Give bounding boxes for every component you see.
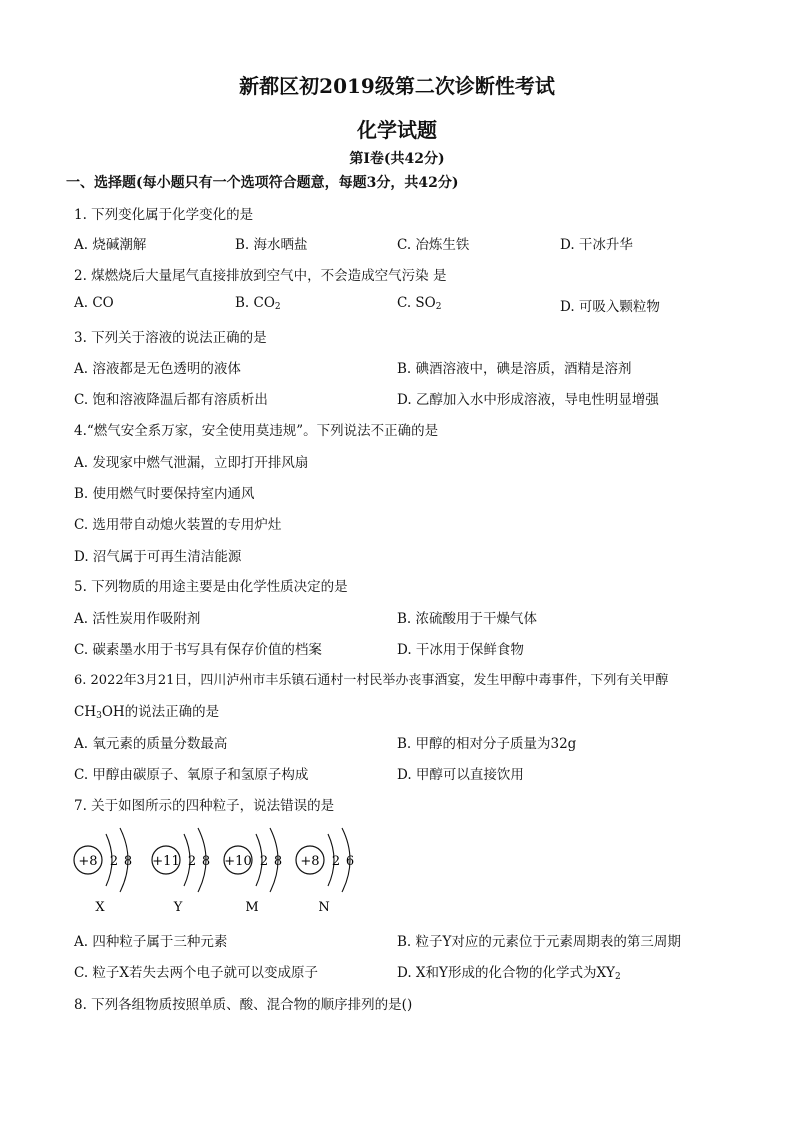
question-2-stem: 2. 煤燃烧后大量尾气直接排放到空气中，不会造成空气污染 是 <box>74 268 447 284</box>
particle-n <box>296 828 354 915</box>
q3-option-b: B. 碘酒溶液中，碘是溶质，酒精是溶剂 <box>397 361 632 377</box>
particle-x-nucleus: +8 <box>78 854 98 869</box>
q3-option-c: C. 饱和溶液降温后都有溶质析出 <box>74 392 268 408</box>
particle-x-shell-1: 2 <box>109 854 119 869</box>
particle-n-label: N <box>318 900 330 915</box>
particle-m-shell-1: 2 <box>259 854 269 869</box>
question-1-stem: 1. 下列变化属于化学变化的是 <box>74 207 254 223</box>
q6-option-d: D. 甲醇可以直接饮用 <box>397 767 524 783</box>
q2-option-d: D. 可吸入颗粒物 <box>560 299 660 315</box>
q3-option-d: D. 乙醇加入水中形成溶液，导电性明显增强 <box>397 392 659 408</box>
particle-y-label: Y <box>173 900 183 915</box>
q6-option-c: C. 甲醇由碳原子、氧原子和氢原子构成 <box>74 767 309 783</box>
q7-option-c: C. 粒子X若失去两个电子就可以变成原子 <box>74 965 319 981</box>
particle-m <box>224 828 282 915</box>
q5-option-d: D. 干冰用于保鲜食物 <box>397 642 524 658</box>
q1-option-b: B. 海水晒盐 <box>235 237 308 253</box>
q4-option-c: C. 选用带自动熄火装置的专用炉灶 <box>74 517 282 533</box>
q2-option-a: A. CO <box>74 295 114 311</box>
part-heading: 第Ⅰ卷(共42分) <box>349 151 445 167</box>
particle-x <box>74 828 132 915</box>
q4-option-d: D. 沼气属于可再生清洁能源 <box>74 549 242 565</box>
particle-m-nucleus: +10 <box>224 854 252 869</box>
question-8-stem: 8. 下列各组物质按照单质、酸、混合物的顺序排列的是() <box>74 997 413 1013</box>
question-3-stem: 3. 下列关于溶液的说法正确的是 <box>74 330 267 346</box>
q5-option-c: C. 碳素墨水用于书写具有保存价值的档案 <box>74 642 322 658</box>
q3-option-a: A. 溶液都是无色透明的液体 <box>74 361 241 377</box>
particle-y-shell-2: 8 <box>201 854 211 869</box>
q6-option-b: B. 甲醇的相对分子质量为32g <box>397 736 577 752</box>
particle-y <box>152 828 210 915</box>
particle-y-nucleus: +11 <box>152 854 180 869</box>
particle-x-shell-2: 8 <box>123 854 133 869</box>
question-7-stem: 7. 关于如图所示的四种粒子，说法错误的是 <box>74 798 335 814</box>
particle-x-label: X <box>95 900 105 915</box>
atom-structure-diagram <box>66 822 366 917</box>
question-5-stem: 5. 下列物质的用途主要是由化学性质决定的是 <box>74 579 348 595</box>
particle-n-shell-2: 6 <box>345 854 355 869</box>
particle-n-nucleus: +8 <box>300 854 320 869</box>
q1-option-c: C. 冶炼生铁 <box>397 237 470 253</box>
q6-option-a: A. 氧元素的质量分数最高 <box>74 736 228 752</box>
q5-option-a: A. 活性炭用作吸附剂 <box>74 611 201 627</box>
question-6-stem-line2: $CH_3OH$的说法正确的是 <box>74 704 220 721</box>
question-6-stem: 6. 2022年3月21日，四川泸州市丰乐镇石通村一村民举办丧事酒宴，发生甲醇中毒事件，下列有关甲醇 <box>74 673 669 688</box>
q5-option-b: B. 浓硫酸用于干燥气体 <box>397 611 538 627</box>
q2-option-c: C. $SO_2$ <box>397 295 442 312</box>
q1-option-d: D. 干冰升华 <box>560 237 633 253</box>
section-heading: 一、选择题(每小题只有一个选项符合题意，每题3分，共42分) <box>66 175 459 191</box>
q7-option-a: A. 四种粒子属于三种元素 <box>74 934 228 950</box>
particle-m-shell-2: 8 <box>273 854 283 869</box>
q4-option-a: A. 发现家中燃气泄漏，立即打开排风扇 <box>74 455 309 471</box>
q7-option-b: B. 粒子Y对应的元素位于元素周期表的第三周期 <box>397 934 681 950</box>
exam-title: 新都区初2019级第二次诊断性考试 <box>239 74 555 98</box>
question-4-stem: 4.“燃气安全系万家，安全使用莫违规”。下列说法不正确的是 <box>74 423 439 439</box>
particle-m-label: M <box>245 900 259 915</box>
particle-y-shell-1: 2 <box>187 854 197 869</box>
q4-option-b: B. 使用燃气时要保持室内通风 <box>74 486 255 502</box>
q2-option-b: B. $CO_2$ <box>235 295 281 312</box>
q1-option-a: A. 烧碱潮解 <box>74 237 147 253</box>
subject-title: 化学试题 <box>357 118 437 142</box>
q7-option-d: D. X和Y形成的化合物的化学式为$XY_2$ <box>397 965 621 982</box>
particle-n-shell-1: 2 <box>331 854 341 869</box>
